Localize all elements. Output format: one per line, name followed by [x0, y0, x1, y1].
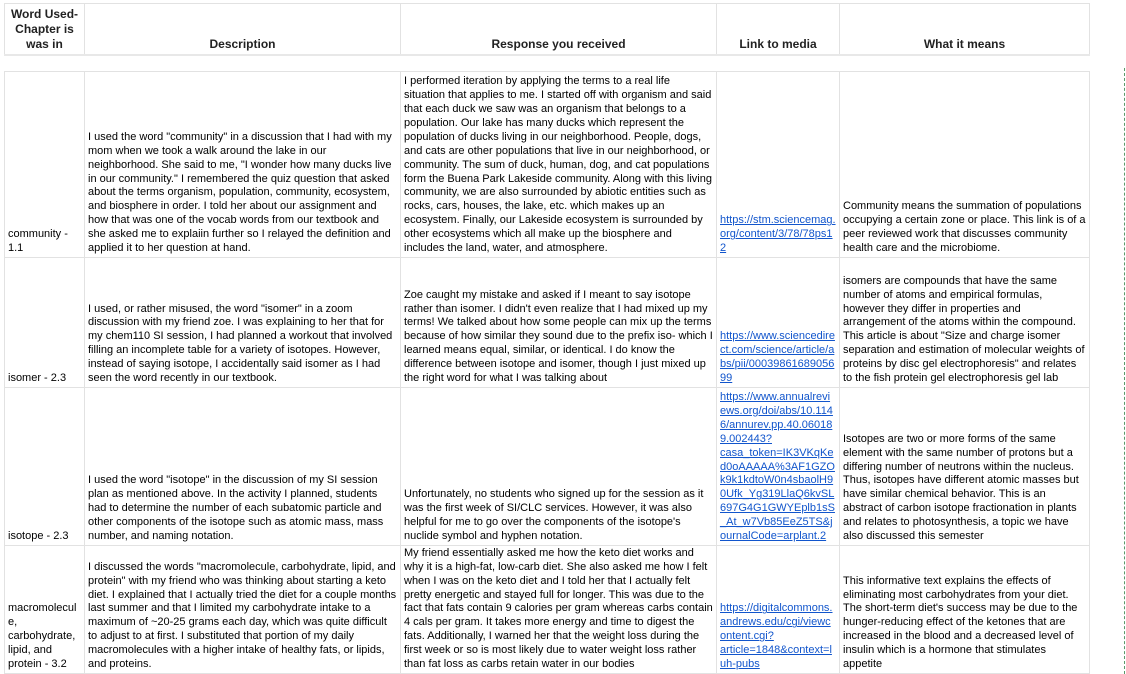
word-cell[interactable]: isomer - 2.3 — [5, 258, 85, 388]
spacer-cell[interactable] — [5, 55, 85, 72]
meaning-cell[interactable]: Community means the summation of populations occupying a certain zone or place. This link is of a peer reviewed work that discusses community health care and the microbiome. — [840, 72, 1090, 258]
vocab-table — [4, 3, 1090, 674]
header-link[interactable]: Link to media — [717, 4, 840, 56]
description-cell[interactable]: I discussed the words "macromolecule, carbohydrate, lipid, and protein" with my friend who was thinking about starting a keto diet. I explained that I actually tried the diet for a couple months last summer and that I limited my carbohydrate intake to a maximum of ~20-25 grams each day, which was quite difficult to adjust to at first. I substituted that portion of my daily macromolecules with a higher intake of healthy fats, or lipids, and proteins. — [85, 546, 401, 674]
description-cell[interactable]: I used, or rather misused, the word "isomer" in a zoom discussion with my friend zoe. I was explaining to her that for my chem110 SI session, I had planned a workout that involved filling an incomplete table for a variety of isotopes. However, instead of saying isotope, I accidentally said isomer as I had seen the word recently in our textbook. — [85, 258, 401, 388]
spacer-cell[interactable] — [717, 55, 840, 72]
header-description[interactable]: Description — [85, 4, 401, 56]
link-cell[interactable] — [717, 258, 840, 388]
media-link[interactable]: https://www.sciencedirect.com/science/article/abs/pii/0003986168905699 — [720, 330, 835, 385]
meaning-cell[interactable]: This informative text explains the effects of eliminating most carbohydrates from your diet. The short-term diet's success may be due to the hunger-reducing effect of the ketones that are increased in the blood and a decreased level of insulin which is a hormone that stimulates appetite — [840, 546, 1090, 674]
table-row — [5, 72, 1090, 258]
selection-border — [1124, 68, 1125, 674]
word-cell[interactable]: community - 1.1 — [5, 72, 85, 258]
table-row — [5, 258, 1090, 388]
header-response[interactable]: Response you received — [401, 4, 717, 56]
header-meaning[interactable]: What it means — [840, 4, 1090, 56]
response-cell[interactable]: Zoe caught my mistake and asked if I meant to say isotope rather than isomer. I didn't even realize that I had mixed up my terms! We talked about how some people can mix up the terms because of how similar they sound due to the prefix iso- which I learned means equal, similar, or identical. I do know the difference between isotope and isomer, though I just mixed up the right word for what I was talking about — [401, 258, 717, 388]
header-word-chapter[interactable]: Word Used-Chapter is was in — [5, 4, 85, 56]
word-cell[interactable]: macromolecule, carbohydrate, lipid, and protein - 3.2 — [5, 546, 85, 674]
spacer-row — [5, 55, 1090, 72]
link-cell[interactable] — [717, 72, 840, 258]
media-link[interactable]: https://stm.sciencemag.org/content/3/78/78ps12 — [720, 214, 836, 255]
description-cell[interactable]: I used the word "community" in a discussion that I had with my mom when we took a walk around the lake in our neighborhood. She said to me, "I wonder how many ducks live in our community." I remembered the quiz question that asked about the terms organism, population, community, ecosystem, and biosphere in order. I told her about our assignment and how that was one of the vocab words from our textbook and she asked me to explaiin further so I relayed the definition and applied it to her question at hand. — [85, 72, 401, 258]
media-link[interactable]: https://www.annualreviews.org/doi/abs/10.1146/annurev.pp.40.060189.002443?casa_token=IK3VKqKed0oAAAAA%3AF1GZOk9k1kdtoW0n4sbaolH90Ufk_Yg319LlaQ6kvSL697G4G1GWYEplb1sS_At_w7Vb85EeZ5TS&journalCode=arplant.2 — [720, 391, 835, 543]
spreadsheet — [4, 3, 1090, 674]
description-cell[interactable]: I used the word "isotope" in the discussion of my SI session plan as mentioned above. In the activity I planned, students had to determine the number of each subatomic particle and other components of the isotope such as atomic mass, mass number, and naming notation. — [85, 388, 401, 546]
spacer-cell[interactable] — [401, 55, 717, 72]
response-cell[interactable]: Unfortunately, no students who signed up for the session as it was the first week of SI/CLC services. However, it was also helpful for me to go over the components of the isotope's nuclide symbol and hyphen notation. — [401, 388, 717, 546]
response-cell[interactable]: I performed iteration by applying the terms to a real life situation that applies to me. I started off with organism and said that each duck we saw was an organism that belongs to a population. Our lake has many ducks which represent the population of ducks living in our neighborhood. People, dogs, and cats are other populations that live in our neighborhood, or community. The sum of duck, human, dog, and cat populations form the Buena Park Lakeside community. Along with this living community, we are also surrounded by abiotic entities such as rocks, cars, houses, the lake, etc. which makes up an ecosystem. Finally, our Lakeside ecosystem is surrounded by other ecosystems which all make up the biosphere and includes the land, water, and atmosphere. — [401, 72, 717, 258]
spacer-cell[interactable] — [85, 55, 401, 72]
response-cell[interactable]: My friend essentially asked me how the keto diet works and why it is a high-fat, low-carb diet. She also asked me how I felt when I was on the keto diet and I told her that I actually felt pretty energetic and stayed full for longer. This was due to the fact that fats contain 9 calories per gram whereas carbs contain 4 cals per gram. It takes more energy and time to digest the fats. Additionally, I warned her that the weight loss during the first week or so is most likely due to water weight loss rather than fat loss as carbs retain water in our bodies — [401, 546, 717, 674]
link-cell[interactable] — [717, 546, 840, 674]
spacer-cell[interactable] — [840, 55, 1090, 72]
meaning-cell[interactable]: Isotopes are two or more forms of the same element with the same number of protons but a differing number of neutrons within the nucleus. Thus, isotopes have different atomic masses but have similar chemical behavior. This is an abstract of carbon isotope fractionation in plants and relates to photosynthesis, a topic we have also discussed this semester — [840, 388, 1090, 546]
table-row — [5, 546, 1090, 674]
media-link[interactable]: https://digitalcommons.andrews.edu/cgi/viewcontent.cgi?article=1848&context=luh-pubs — [720, 602, 833, 671]
table-row — [5, 388, 1090, 546]
link-cell[interactable] — [717, 388, 840, 546]
header-row — [5, 4, 1090, 56]
meaning-cell[interactable]: isomers are compounds that have the same number of atoms and empirical formulas, however they differ in properties and arrangement of the atoms within the compound. This article is about "Size and charge isomer separation and estimation of molecular weights of proteins by disc gel electrophoresis" and relates to the fish protein gel electrophoresis gel lab — [840, 258, 1090, 388]
word-cell[interactable]: isotope - 2.3 — [5, 388, 85, 546]
